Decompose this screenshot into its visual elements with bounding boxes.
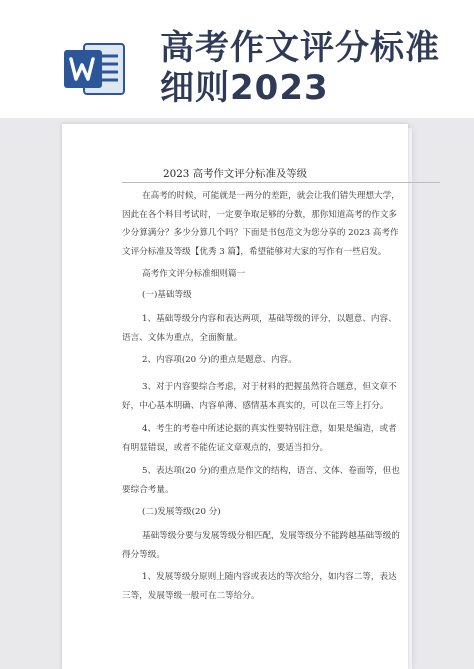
subheading-development <box>122 503 412 522</box>
item-line: 3、对于内容要综合考虑，对于材料的把握虽然符合题意，但文章不 <box>142 382 397 392</box>
paragraph-line: 基础等级分要与发展等级分相匹配，发展等级分不能跨越基础等级的 <box>142 531 400 541</box>
item-line: 4、考生的考卷中所述论据的真实性要特别注意，如果是编造，或者 <box>142 424 397 434</box>
development-paragraph <box>122 527 412 564</box>
item-1 <box>122 310 412 347</box>
intro-paragraph <box>122 187 412 261</box>
development-item-1 <box>122 568 412 605</box>
item-line: 三等，发展等级一般可在二等给分。 <box>122 590 260 601</box>
intro-line: 少分算满分？多少分算几个吗？下面是书包范文为您分享的 2023 高考作 <box>122 228 399 238</box>
item-4 <box>122 420 412 457</box>
word-icon <box>62 38 126 100</box>
item-line: 语言、文体为重点，全面衡量。 <box>122 332 243 343</box>
item-line: 5、表达项(20 分)的重点是作文的结构，语言、文体、卷面等，但也 <box>142 466 400 476</box>
item-5 <box>122 462 412 499</box>
intro-line: 文评分标准及等级【优秀 3 篇】，希望能够对大家的写作有一些启发。 <box>122 246 387 257</box>
item-line: 好，中心基本明确、内容单薄、感情基本真实的，可以在三等上打分。 <box>122 400 389 411</box>
paragraph-line: 得分等级。 <box>122 549 165 560</box>
headline-line-1: 高考作文评分标准 <box>160 28 440 68</box>
section-heading <box>122 265 412 284</box>
intro-line: 因此在各个科目考试时，一定要争取足够的分数，那你知道高考的作文多 <box>122 209 398 220</box>
document-page <box>62 124 408 669</box>
title-divider <box>122 182 440 183</box>
item-line: 2、内容项(20 分)的重点是题意、内容。 <box>142 355 297 365</box>
item-line: 1、发展等级分原则上随内容或表达的等次给分，如内容二等，表达 <box>142 572 397 582</box>
subheading-basic-text: (一)基础等级 <box>142 290 192 300</box>
item-2 <box>122 351 412 370</box>
document-title: 2023 高考作文评分标准及等级 <box>162 168 308 180</box>
item-3 <box>122 378 412 415</box>
item-line: 要综合考量。 <box>122 484 174 495</box>
headline-line-2: 细则2023 <box>160 68 329 108</box>
headline <box>160 28 460 108</box>
subheading-basic <box>122 286 412 305</box>
item-line: 1、基础等级分内容和表达两项，基础等级的评分，以题意、内容、 <box>142 314 397 324</box>
subheading-development-text: (二)发展等级(20 分) <box>142 507 221 517</box>
section-heading-text: 高考作文评分标准细则篇一 <box>142 269 246 279</box>
header-banner <box>0 0 474 130</box>
item-line: 有明显错误，或者不能佐证文章观点的，要适当扣分。 <box>122 442 329 453</box>
intro-line: 在高考的时候，可能就是一两分的差距，就会让我们错失理想大学， <box>142 191 400 201</box>
